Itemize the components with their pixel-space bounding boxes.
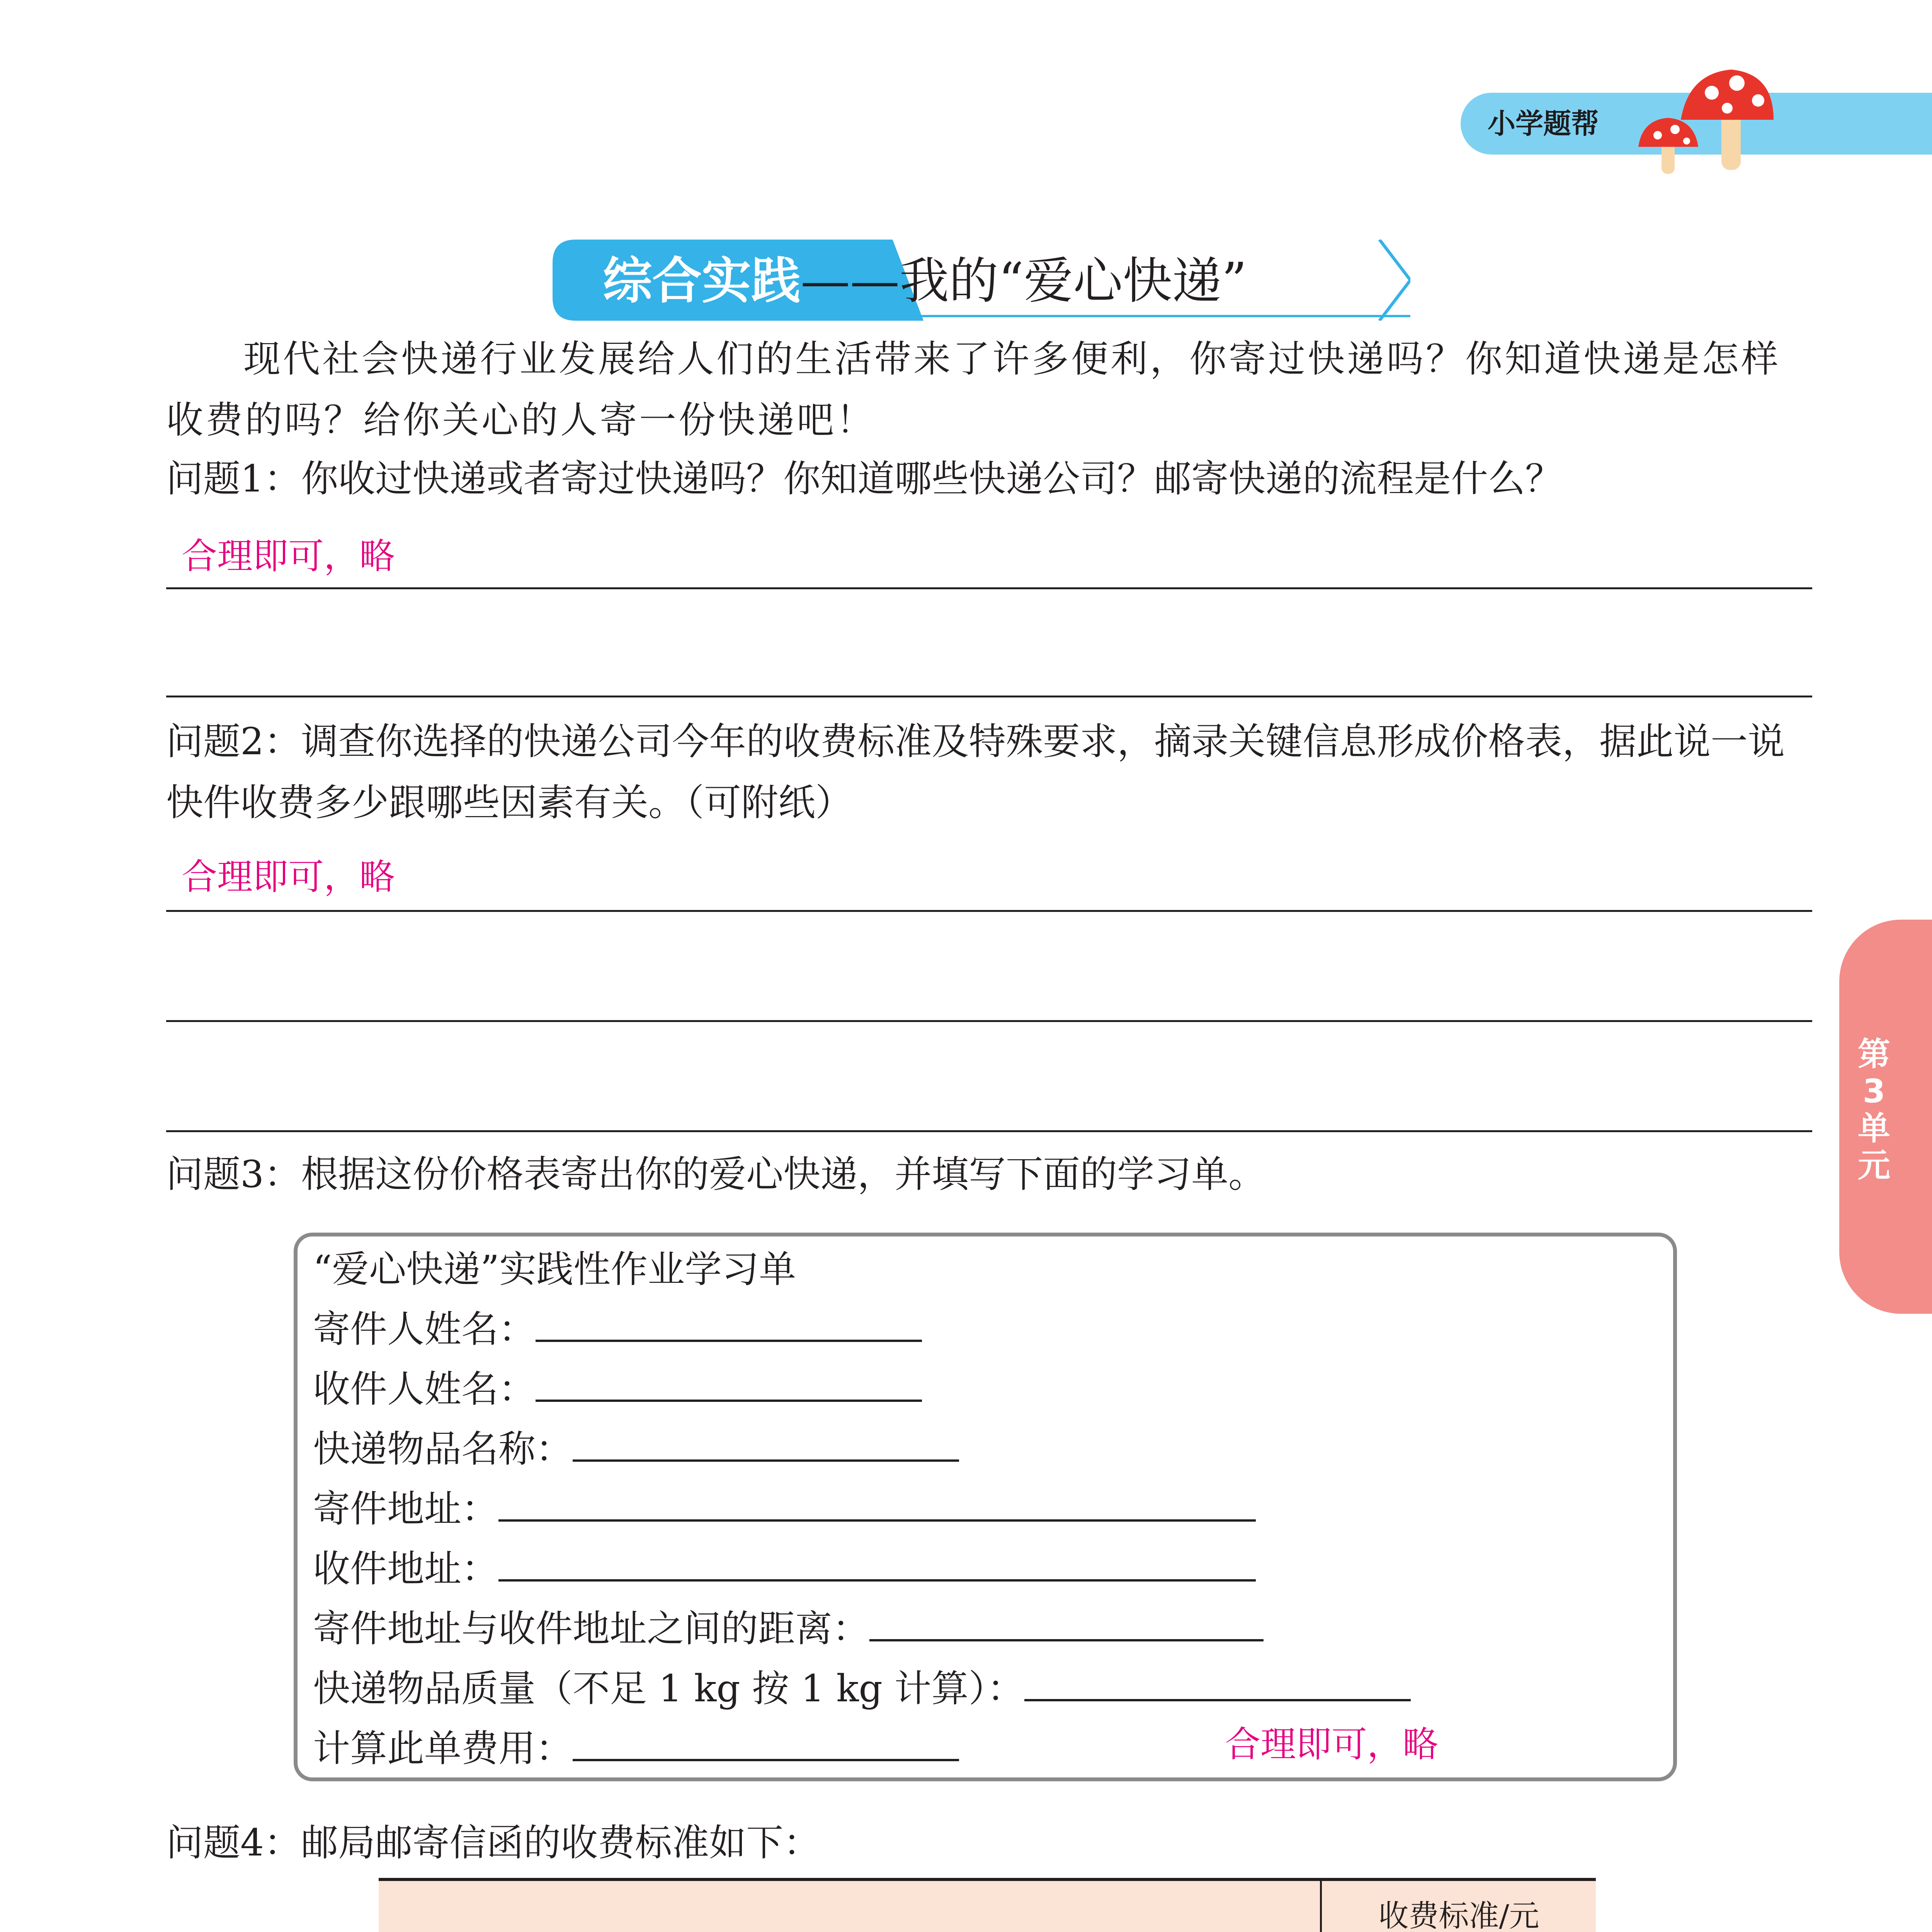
worksheet-answer: 合理即可，略 (1225, 1724, 1439, 1765)
intro-paragraph: 现代社会快递行业发展给人们的生活带来了许多便利，你寄过快递吗？你知道快递是怎样收费的吗？给你关心的人寄一份快递吧！ (166, 337, 1781, 442)
field-label: 快递物品名称： (313, 1427, 573, 1471)
worksheet-field (313, 1360, 922, 1418)
mushroom-icon (1631, 62, 1777, 178)
unit-label-char: 第 (1857, 1035, 1890, 1073)
answer-line (166, 910, 1812, 912)
fill-blank[interactable] (498, 1485, 1256, 1522)
fill-blank[interactable] (536, 1305, 922, 1342)
question-2: 问题2：调查你选择的快递公司今年的收费标准及特殊要求，摘录关键信息形成价格表，据此说一说快件收费多少跟哪些因素有关。（可附纸） (166, 720, 1785, 824)
fill-blank[interactable] (573, 1425, 959, 1462)
fee-table (379, 1878, 1596, 1932)
unit-label-char: 单 (1857, 1109, 1890, 1147)
worksheet-field (313, 1540, 1256, 1598)
answer-line (166, 1020, 1812, 1022)
worksheet-field (313, 1660, 1411, 1718)
worksheet-field (313, 1600, 1264, 1658)
worksheet-field (313, 1719, 959, 1777)
fill-blank[interactable] (573, 1724, 959, 1761)
field-label: 寄件人姓名： (313, 1308, 536, 1351)
answer-line (166, 1130, 1812, 1132)
answer-line (166, 587, 1812, 589)
question-4: 问题4：邮局邮寄信函的收费标准如下： (166, 1821, 821, 1864)
unit-label (1847, 1036, 1901, 1184)
answer-line (166, 696, 1812, 697)
worksheet-field (313, 1300, 922, 1358)
field-label: 收件地址： (313, 1547, 498, 1590)
question-3: 问题3：根据这份价格表寄出你的爱心快递，并填写下面的学习单。 (166, 1153, 1266, 1196)
header-standard: 收费标准/元 (1321, 1879, 1596, 1932)
question-1: 问题1：你收过快递或者寄过快递吗？你知道哪些快递公司？邮寄快递的流程是什么？ (166, 457, 1563, 500)
brand-label: 小学题帮 (1488, 107, 1599, 140)
worksheet-title: “爱心快递”实践性作业学习单 (313, 1248, 796, 1291)
page-title (603, 243, 1247, 320)
question-1-answer: 合理即可，略 (182, 536, 395, 577)
worksheet-field (313, 1480, 1256, 1538)
fill-blank[interactable] (1024, 1664, 1411, 1701)
table-header-row (379, 1879, 1596, 1932)
unit-label-char: 3 (1862, 1072, 1886, 1110)
field-label: 快递物品质量（不足 1 kg 按 1 kg 计算）： (313, 1667, 1024, 1710)
field-label: 寄件地址： (313, 1487, 498, 1531)
title-rest: ——我的“爱心快递” (801, 252, 1247, 310)
unit-label-char: 元 (1857, 1146, 1890, 1184)
header-unit (379, 1879, 1321, 1932)
fill-blank[interactable] (536, 1365, 922, 1402)
field-label: 寄件地址与收件地址之间的距离： (313, 1607, 869, 1650)
fill-blank[interactable] (869, 1604, 1264, 1641)
field-label: 计算此单费用： (313, 1727, 573, 1770)
worksheet-field (313, 1420, 959, 1478)
question-2-answer: 合理即可，略 (182, 856, 395, 898)
title-bold: 综合实践 (603, 252, 801, 310)
field-label: 收件人姓名： (313, 1367, 536, 1411)
fill-blank[interactable] (498, 1544, 1256, 1582)
